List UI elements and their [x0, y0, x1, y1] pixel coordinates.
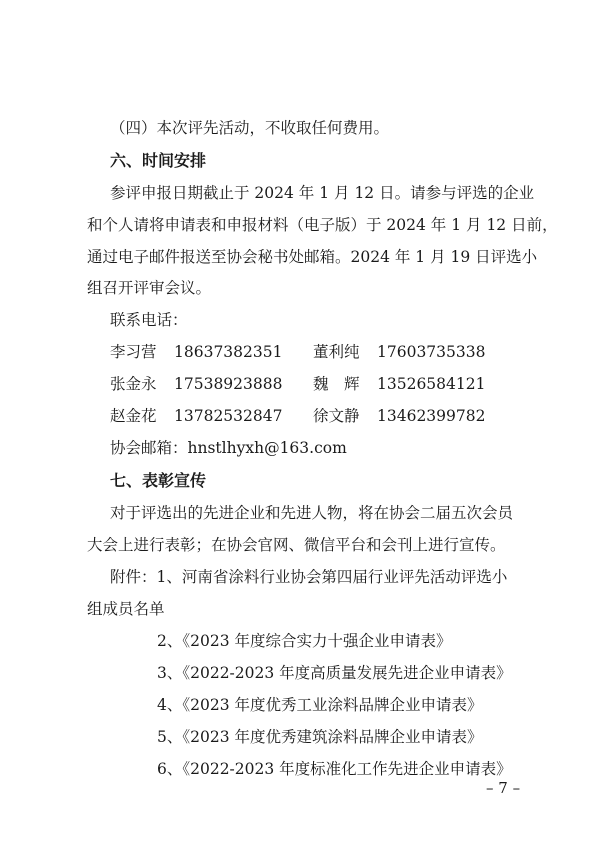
- attachment-item: 5、《2023 年度优秀建筑涂料品牌企业申请表》: [157, 728, 483, 746]
- contact-phone: 18637382351: [174, 343, 283, 361]
- page-number: – 7 –: [486, 779, 521, 797]
- section-6-paragraph-line-2: 和个人请将申请表和申报材料（电子版）于 2024 年 1 月 12 日前，: [87, 216, 558, 234]
- attachment-item: 4、《2023 年度优秀工业涂料品牌企业申请表》: [157, 696, 483, 714]
- section-6-paragraph-line-3: 通过电子邮件报送至协会秘书处邮箱。2024 年 1 月 19 日评选小: [87, 248, 538, 266]
- contact-name: 张金永: [110, 375, 157, 393]
- section-7-paragraph-line-2: 大会上进行表彰；在协会官网、微信平台和会刊上进行宣传。: [87, 536, 506, 554]
- attachment-item: 6、《2022-2023 年度标准化工作先进企业申请表》: [157, 760, 512, 778]
- section-6-heading: 六、时间安排: [110, 151, 207, 170]
- contact-phone: 13462399782: [377, 407, 486, 425]
- contact-name: 徐文静: [313, 407, 360, 425]
- section-7-heading: 七、表彰宣传: [110, 471, 207, 490]
- contact-phone: 17603735338: [377, 343, 486, 361]
- attachment-intro-line-1: 附件：1、河南省涂料行业协会第四届行业评先活动评选小: [110, 568, 508, 586]
- contact-phone: 13782532847: [174, 407, 283, 425]
- section-7-paragraph-line-1: 对于评选出的先进企业和先进人物，将在协会二届五次会员: [110, 504, 514, 522]
- section-6-paragraph-line-4: 组召开评审会议。: [87, 279, 212, 297]
- contact-phone: 17538923888: [174, 375, 283, 393]
- contact-name: 赵金花: [110, 407, 157, 425]
- contact-label: 联系电话：: [110, 311, 188, 329]
- contact-phone: 13526584121: [377, 375, 486, 393]
- association-email: 协会邮箱：hnstlhyxh@163.com: [110, 439, 347, 457]
- contact-name: 董利纯: [313, 343, 360, 361]
- contact-name: 李习营: [110, 343, 157, 361]
- attachment-item: 2、《2023 年度综合实力十强企业申请表》: [157, 632, 452, 650]
- attachment-intro-line-2: 组成员名单: [87, 600, 165, 618]
- attachment-item: 3、《2022-2023 年度高质量发展先进企业申请表》: [157, 664, 512, 682]
- item-4-text: （四）本次评先活动，不收取任何费用。: [110, 119, 390, 137]
- contact-name: 魏 辉: [313, 375, 360, 393]
- section-6-paragraph-line-1: 参评申报日期截止于 2024 年 1 月 12 日。请参与评选的企业: [110, 184, 535, 202]
